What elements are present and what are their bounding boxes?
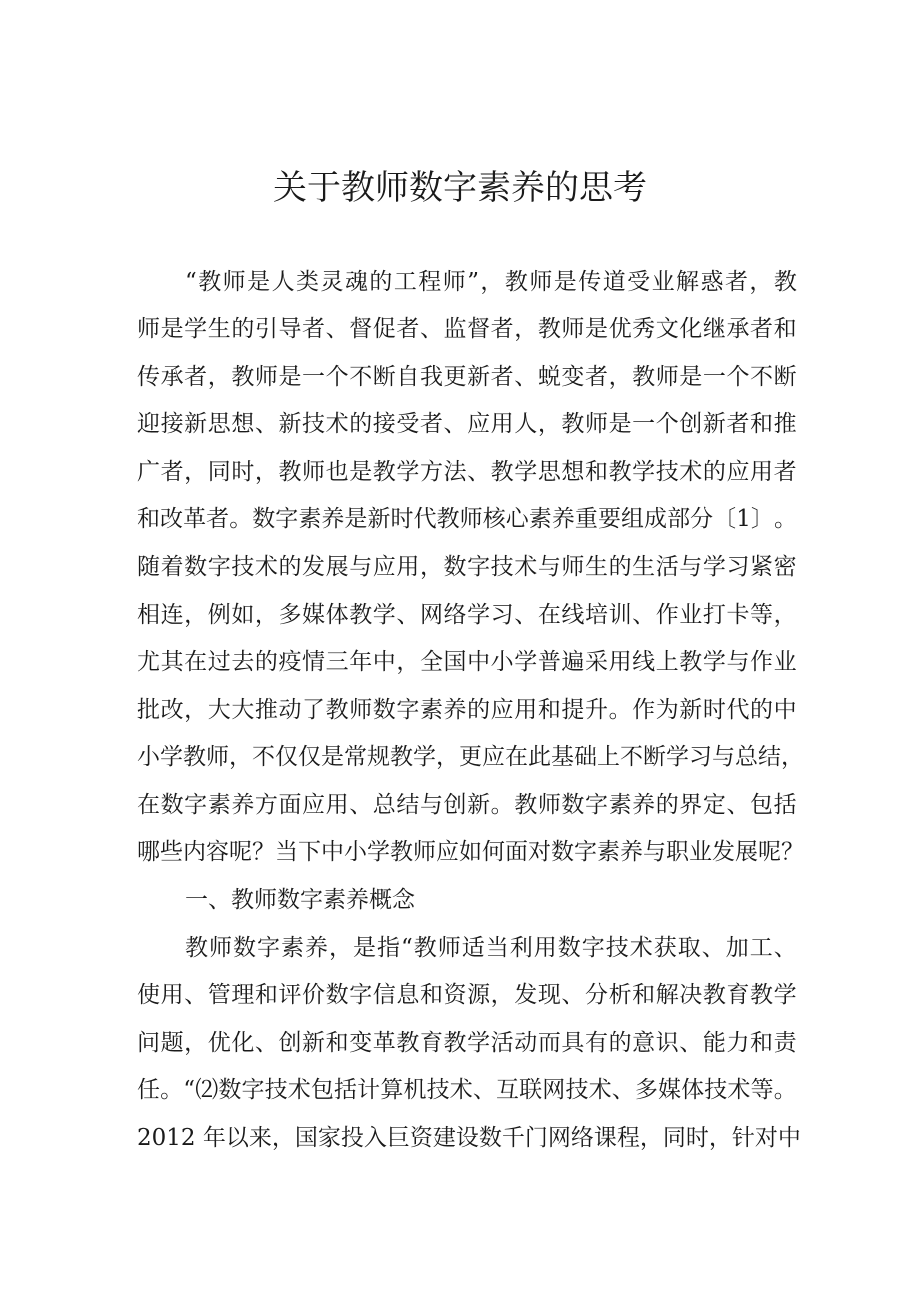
paragraph-line: 批 改 ， 大 大 推 动 了 教 师 数 字 素 养 的 应 用 和 提 升 。 作 为 新 时 代 的 中 — [137, 697, 797, 723]
paragraph-line: 哪 些 内 容 呢 ？ 当 下 中 小 学 教 师 应 如 何 面 对 数 字 素 养 与 职 业 发 展 呢 ？ — [137, 839, 804, 865]
paragraph-line: 2012 年以来，国家投入巨资建设数千门网络课程，同时，针对中 — [137, 1125, 801, 1151]
paragraph-line: 相 连 ， 例 如 ， 多 媒 体 教 学 、 网 络 学 习 、 在 线 培 训 、 作 业 打 卡 等 ， — [137, 602, 797, 628]
paragraph-line: 尤 其 在 过 去 的 疫 情 三 年 中 ， 全 国 中 小 学 普 遍 采 用 线 上 教 学 与 作 业 — [137, 649, 797, 675]
paragraph-line: 教 师 数 字 素 养 ， 是 指 “ 教 师 适 当 利 用 数 字 技 术 获 取 、 加 工 、 — [185, 935, 797, 961]
paragraph-line: “ 教 师 是 人 类 灵 魂 的 工 程 师 ” ， 教 师 是 传 道 受 业 解 惑 者 ， 教 — [185, 269, 797, 295]
paragraph-line: 任 。 “ ⑵ 数 字 技 术 包 括 计 算 机 技 术 、 互 联 网 技 术 、 多 媒 体 技 术 等 。 — [137, 1077, 797, 1103]
paragraph-line: 问 题 ， 优 化 、 创 新 和 变 革 教 育 教 学 活 动 而 具 有 的 意 识 、 能 力 和 责 — [137, 1030, 797, 1056]
document-title: 关于教师数字素养的思考 — [273, 168, 647, 208]
paragraph-line: 小 学 教 师 ， 不 仅 仅 是 常 规 教 学 ， 更 应 在 此 基 础 上 不 断 学 习 与 总 结 ， — [137, 744, 804, 770]
paragraph-line: 迎 接 新 思 想 、 新 技 术 的 接 受 者 、 应 用 人 ， 教 师 是 一 个 创 新 者 和 推 — [137, 411, 797, 437]
paragraph-line: 使 用 、 管 理 和 评 价 数 字 信 息 和 资 源 ， 发 现 、 分 析 和 解 决 教 育 教 学 — [137, 982, 797, 1008]
paragraph-line: 和 改 革 者 。 数 字 素 养 是 新 时 代 教 师 核 心 素 养 重 要 组 成 部 分 〔 1 〕 。 — [137, 506, 797, 532]
paragraph-line: 传 承 者 ， 教 师 是 一 个 不 断 自 我 更 新 者 、 蜕 变 者 ， 教 师 是 一 个 不 断 — [137, 364, 797, 390]
section-heading: 一、教师数字素养概念 — [185, 887, 415, 913]
paragraph-line: 随 着 数 字 技 术 的 发 展 与 应 用 ， 数 字 技 术 与 师 生 的 生 活 与 学 习 紧 密 — [137, 554, 797, 580]
paragraph-line: 广 者 ， 同 时 ， 教 师 也 是 教 学 方 法 、 教 学 思 想 和 教 学 技 术 的 应 用 者 — [137, 459, 797, 485]
paragraph-line: 在 数 字 素 养 方 面 应 用 、 总 结 与 创 新 。 教 师 数 字 素 养 的 界 定 、 包 括 — [137, 792, 797, 818]
paragraph-line: 师 是 学 生 的 引 导 者 、 督 促 者 、 监 督 者 ， 教 师 是 优 秀 文 化 继 承 者 和 — [137, 316, 797, 342]
